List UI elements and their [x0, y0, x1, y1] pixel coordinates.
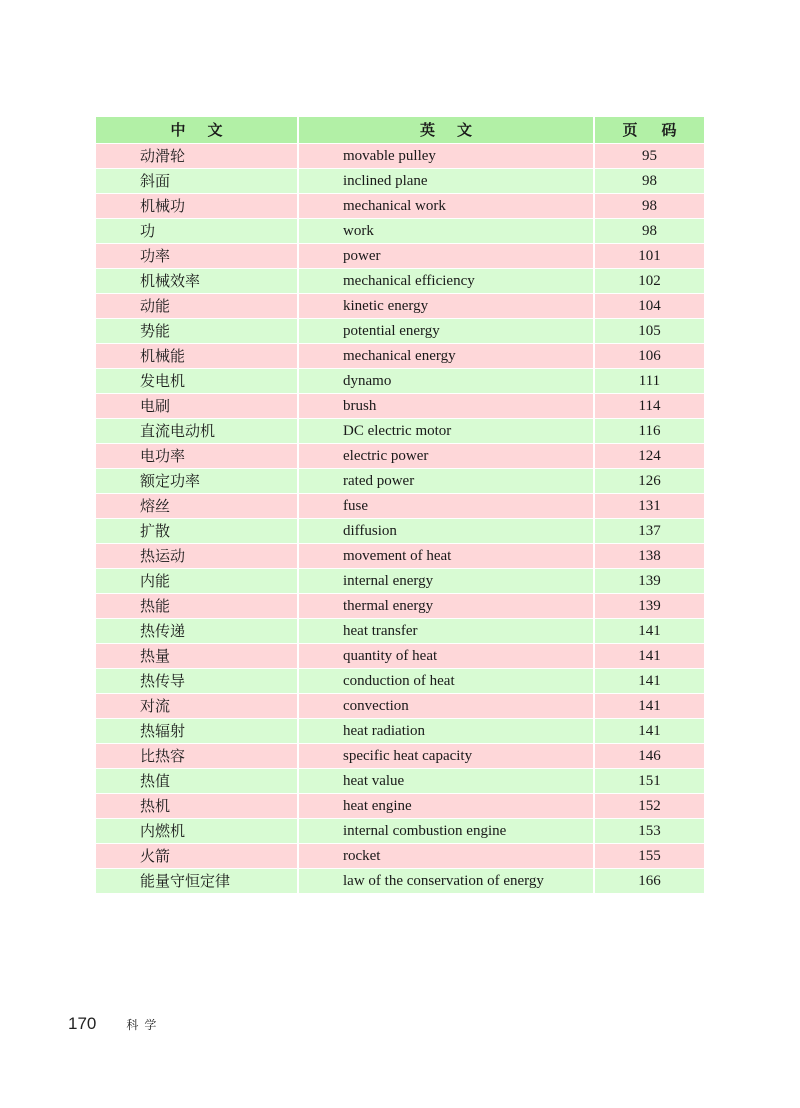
- glossary-table: [96, 117, 704, 893]
- term-page: 124: [594, 444, 704, 469]
- term-page: 152: [594, 794, 704, 819]
- term-page: 101: [594, 244, 704, 269]
- term-chinese: 直流电动机: [96, 419, 298, 444]
- term-chinese: 火箭: [96, 844, 298, 869]
- term-english: conduction of heat: [298, 669, 594, 694]
- header-page: 页码: [594, 117, 704, 144]
- term-english: movement of heat: [298, 544, 594, 569]
- term-page: 139: [594, 594, 704, 619]
- table-row: [96, 369, 704, 394]
- term-page: 104: [594, 294, 704, 319]
- term-page: 105: [594, 319, 704, 344]
- term-chinese: 机械效率: [96, 269, 298, 294]
- term-chinese: 动滑轮: [96, 144, 298, 169]
- term-chinese: 热传递: [96, 619, 298, 644]
- term-english: heat value: [298, 769, 594, 794]
- term-english: dynamo: [298, 369, 594, 394]
- term-page: 141: [594, 719, 704, 744]
- term-english: movable pulley: [298, 144, 594, 169]
- term-page: 141: [594, 669, 704, 694]
- term-chinese: 热传导: [96, 669, 298, 694]
- glossary-header: [96, 117, 704, 144]
- term-chinese: 对流: [96, 694, 298, 719]
- term-page: 98: [594, 194, 704, 219]
- table-row: [96, 244, 704, 269]
- term-english: power: [298, 244, 594, 269]
- term-english: specific heat capacity: [298, 744, 594, 769]
- term-english: inclined plane: [298, 169, 594, 194]
- table-row: [96, 644, 704, 669]
- table-row: [96, 819, 704, 844]
- term-english: law of the conservation of energy: [298, 869, 594, 894]
- term-chinese: 热值: [96, 769, 298, 794]
- term-page: 146: [594, 744, 704, 769]
- term-chinese: 斜面: [96, 169, 298, 194]
- term-chinese: 能量守恒定律: [96, 869, 298, 894]
- term-english: internal combustion engine: [298, 819, 594, 844]
- table-row: [96, 169, 704, 194]
- term-english: potential energy: [298, 319, 594, 344]
- table-row: [96, 344, 704, 369]
- table-row: [96, 469, 704, 494]
- term-chinese: 势能: [96, 319, 298, 344]
- term-page: 141: [594, 644, 704, 669]
- table-row: [96, 269, 704, 294]
- term-english: heat transfer: [298, 619, 594, 644]
- term-page: 102: [594, 269, 704, 294]
- term-chinese: 发电机: [96, 369, 298, 394]
- term-english: rocket: [298, 844, 594, 869]
- header-english: 英文: [298, 117, 594, 144]
- table-row: [96, 719, 704, 744]
- term-chinese: 功率: [96, 244, 298, 269]
- term-page: 116: [594, 419, 704, 444]
- term-chinese: 热辐射: [96, 719, 298, 744]
- table-row: [96, 419, 704, 444]
- table-row: [96, 544, 704, 569]
- term-english: heat radiation: [298, 719, 594, 744]
- term-chinese: 比热容: [96, 744, 298, 769]
- page-number: 170: [68, 1014, 97, 1033]
- table-row: [96, 494, 704, 519]
- term-page: 106: [594, 344, 704, 369]
- term-page: 166: [594, 869, 704, 894]
- table-row: [96, 769, 704, 794]
- term-page: 95: [594, 144, 704, 169]
- term-page: 137: [594, 519, 704, 544]
- term-page: 98: [594, 169, 704, 194]
- term-chinese: 热运动: [96, 544, 298, 569]
- term-page: 141: [594, 694, 704, 719]
- table-row: [96, 519, 704, 544]
- table-row: [96, 594, 704, 619]
- term-english: heat engine: [298, 794, 594, 819]
- term-page: 139: [594, 569, 704, 594]
- table-row: [96, 869, 704, 894]
- term-page: 111: [594, 369, 704, 394]
- term-english: mechanical energy: [298, 344, 594, 369]
- term-page: 151: [594, 769, 704, 794]
- term-page: 141: [594, 619, 704, 644]
- term-page: 98: [594, 219, 704, 244]
- table-row: [96, 794, 704, 819]
- book-title: 科学: [126, 1018, 163, 1032]
- term-page: 126: [594, 469, 704, 494]
- term-chinese: 机械功: [96, 194, 298, 219]
- term-chinese: 内燃机: [96, 819, 298, 844]
- term-english: work: [298, 219, 594, 244]
- table-row: [96, 569, 704, 594]
- term-english: quantity of heat: [298, 644, 594, 669]
- term-english: convection: [298, 694, 594, 719]
- glossary-body: [96, 144, 704, 894]
- term-english: electric power: [298, 444, 594, 469]
- term-chinese: 热量: [96, 644, 298, 669]
- term-page: 153: [594, 819, 704, 844]
- table-row: [96, 694, 704, 719]
- term-english: DC electric motor: [298, 419, 594, 444]
- table-row: [96, 319, 704, 344]
- term-chinese: 扩散: [96, 519, 298, 544]
- term-chinese: 功: [96, 219, 298, 244]
- term-page: 155: [594, 844, 704, 869]
- table-row: [96, 219, 704, 244]
- term-english: brush: [298, 394, 594, 419]
- term-english: fuse: [298, 494, 594, 519]
- page-footer: [68, 1012, 162, 1036]
- term-english: rated power: [298, 469, 594, 494]
- term-english: internal energy: [298, 569, 594, 594]
- term-english: diffusion: [298, 519, 594, 544]
- term-chinese: 热能: [96, 594, 298, 619]
- table-row: [96, 619, 704, 644]
- term-chinese: 内能: [96, 569, 298, 594]
- term-english: thermal energy: [298, 594, 594, 619]
- term-page: 114: [594, 394, 704, 419]
- term-chinese: 电刷: [96, 394, 298, 419]
- term-chinese: 熔丝: [96, 494, 298, 519]
- term-english: mechanical work: [298, 194, 594, 219]
- table-row: [96, 144, 704, 169]
- table-row: [96, 844, 704, 869]
- term-chinese: 额定功率: [96, 469, 298, 494]
- term-chinese: 动能: [96, 294, 298, 319]
- term-english: kinetic energy: [298, 294, 594, 319]
- term-page: 138: [594, 544, 704, 569]
- table-row: [96, 394, 704, 419]
- table-row: [96, 444, 704, 469]
- term-chinese: 热机: [96, 794, 298, 819]
- term-english: mechanical efficiency: [298, 269, 594, 294]
- term-chinese: 机械能: [96, 344, 298, 369]
- table-row: [96, 669, 704, 694]
- header-row: [96, 117, 704, 144]
- header-chinese: 中文: [96, 117, 298, 144]
- term-chinese: 电功率: [96, 444, 298, 469]
- term-page: 131: [594, 494, 704, 519]
- table-row: [96, 744, 704, 769]
- table-row: [96, 294, 704, 319]
- table-row: [96, 194, 704, 219]
